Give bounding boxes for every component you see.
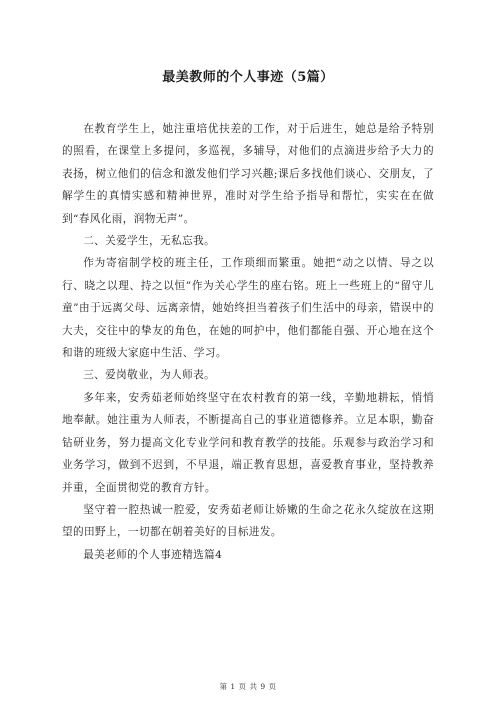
section-heading: 三、爱岗敬业，为人师表。 xyxy=(83,369,216,382)
paragraph: 作为寄宿制学校的班主任，工作琐细而繁重。她把“动之以情、导之以行、晓之以理、持之以恒”作为关心学生的座右铭。班上一些班上的“留守儿童”由于远离父母、远离亲情，她始终担当着孩子们生活中的母亲，错误中的大夫，交往中的挚友的角色，在她的呵护中，他们都能自强、开心地在这个和谐的班级大家庭中生活、学习。 xyxy=(62,257,434,360)
paragraph: 多年来，安秀茹老师始终坚守在农村教育的第一线，辛勤地耕耘，悄悄地奉献。她注重为人师表，不断提高自己的事业道德修养。立足本职，勤奋钻研业务，努力提高文化专业学问和教育教学的技能。乐观参与政治学习和业务学习，做到不迟到，不早退，端正教育思想，喜爱教育事业，坚持教养并重，全面贯彻党的教育方针。 xyxy=(62,391,434,494)
page-footer: 第 1 页 共 9 页 xyxy=(219,682,277,691)
paragraph: 坚守着一腔热诚一腔爱，安秀茹老师让娇嫩的生命之花永久绽放在这期望的田野上，一切都在朝着美好的目标进发。 xyxy=(62,503,434,539)
section-heading: 二、关爱学生，无私忘我。 xyxy=(83,235,216,248)
section-heading: 最美老师的个人事迹精选篇4 xyxy=(83,548,223,561)
document-title: 最美教师的个人事迹（5篇） xyxy=(162,70,334,85)
paragraph: 在教育学生上，她注重培优扶差的工作，对于后进生，她总是给予特别的照看，在课堂上多提问，多巡视，多辅导，对他们的点滴进步给予大力的表扬，树立他们的信念和激发他们学习兴趣;课后多找他们谈心、交朋友，了解学生的真情实感和精神世界，准时对学生给予指导和帮忙，实实在在做到“春风化雨，润物无声”。 xyxy=(62,123,434,225)
document-body xyxy=(62,118,434,566)
